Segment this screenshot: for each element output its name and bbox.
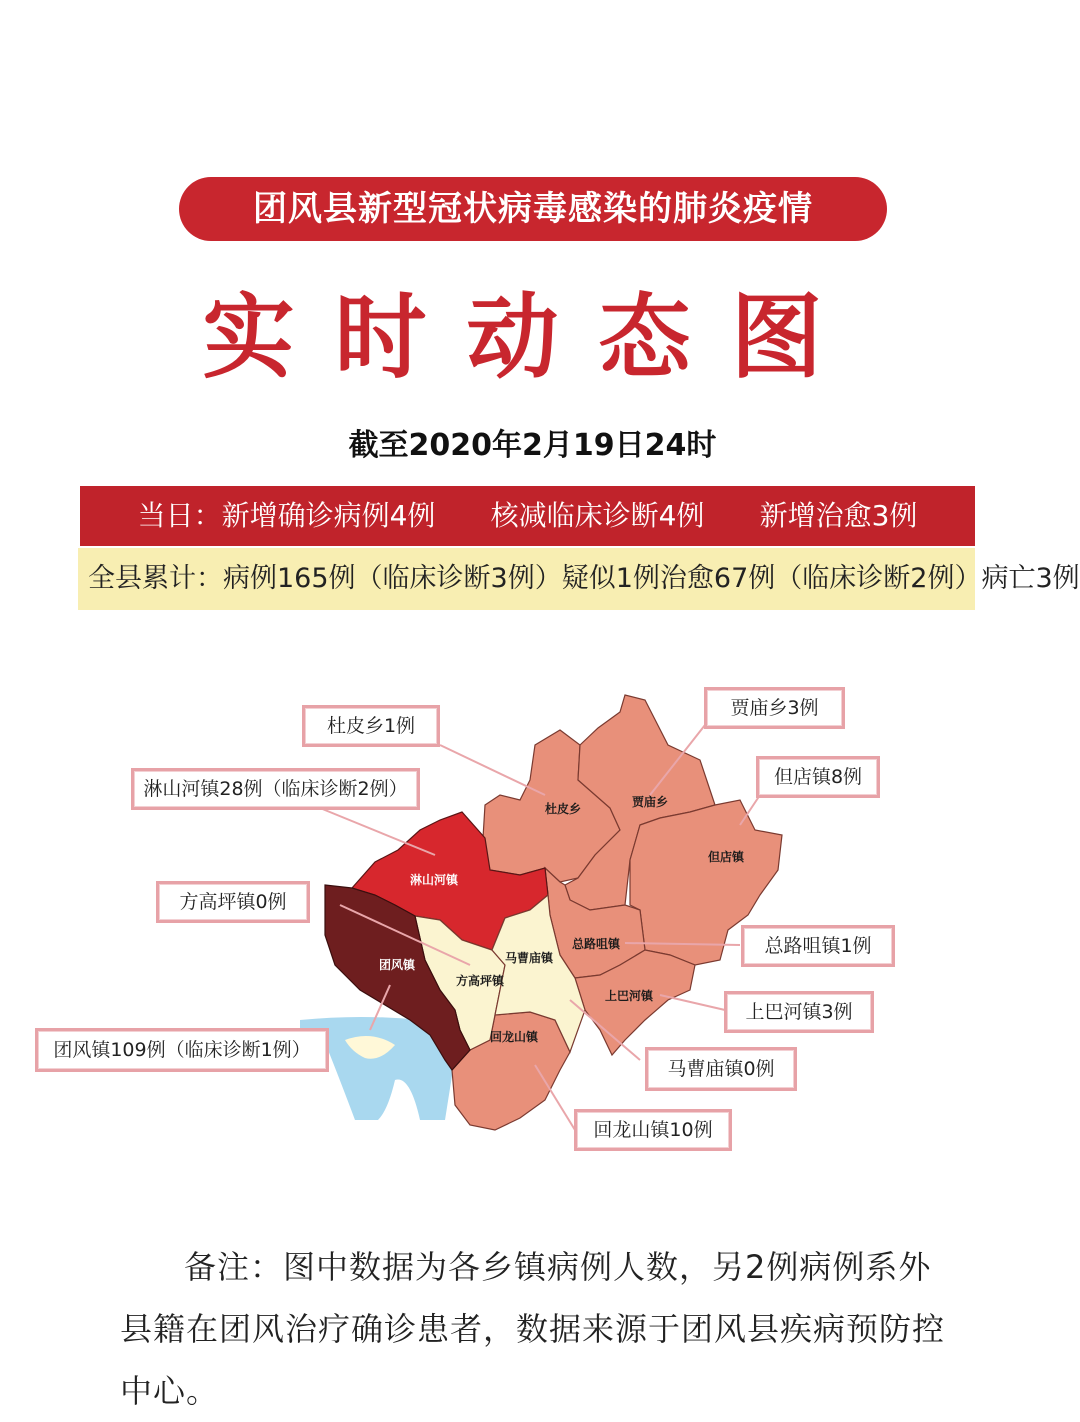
daily-stats-bar bbox=[80, 486, 975, 546]
callout-zongluju: 总路咀镇1例 bbox=[741, 925, 895, 967]
callout-linshanhe: 淋山河镇28例（临床诊断2例） bbox=[131, 768, 420, 810]
map-label-jiamiao: 贾庙乡 bbox=[632, 795, 669, 809]
callout-fanggaoping: 方高坪镇0例 bbox=[156, 881, 310, 923]
title-banner: 团风县新型冠状病毒感染的肺炎疫情 bbox=[179, 177, 887, 241]
map-label-huilongshan: 回龙山镇 bbox=[490, 1030, 539, 1044]
callout-huilongshan: 回龙山镇10例 bbox=[574, 1109, 732, 1151]
map-label-linshanhe: 淋山河镇 bbox=[410, 873, 459, 887]
daily-new-confirmed: 当日：新增确诊病例4例 bbox=[137, 499, 436, 532]
cumulative-cases: 全县累计：病例165例（临床诊断3例） bbox=[88, 563, 562, 594]
map-label-dandian: 但店镇 bbox=[708, 850, 745, 864]
daily-clinical-reduced: 核减临床诊断4例 bbox=[490, 499, 705, 532]
cumulative-deaths: 病亡3例 bbox=[981, 563, 1080, 594]
cumulative-stats-bar bbox=[78, 548, 1080, 610]
callout-dupi: 杜皮乡1例 bbox=[302, 705, 440, 747]
callout-dandian: 但店镇8例 bbox=[756, 756, 880, 798]
callout-macaomiao: 马曹庙镇0例 bbox=[645, 1047, 797, 1091]
map-label-macaomiao: 马曹庙镇 bbox=[505, 951, 554, 965]
map-label-tuanfeng: 团风镇 bbox=[379, 958, 416, 972]
map-label-fanggaoping: 方高坪镇 bbox=[456, 974, 505, 988]
cumulative-suspected: 疑似1例 bbox=[561, 563, 660, 594]
callout-jiamiao: 贾庙乡3例 bbox=[704, 687, 845, 729]
as-of-date: 截至2020年2月19日24时 bbox=[348, 428, 717, 463]
map-label-zongluju: 总路咀镇 bbox=[572, 937, 621, 951]
callout-shangbahe: 上巴河镇3例 bbox=[724, 991, 874, 1033]
page-title: 实时动态图 bbox=[202, 283, 863, 391]
map-label-dupi: 杜皮乡 bbox=[545, 802, 582, 816]
map-label-shangbahe: 上巴河镇 bbox=[605, 989, 654, 1003]
cumulative-cured: 治愈67例（临床诊断2例） bbox=[659, 563, 982, 594]
daily-new-cured: 新增治愈3例 bbox=[759, 499, 918, 532]
callout-tuanfeng: 团风镇109例（临床诊断1例） bbox=[35, 1028, 329, 1072]
footnote: 备注：图中数据为各乡镇病例人数，另2例病例系外县籍在团风治疗确诊患者，数据来源于团风县疾病预防控中心。 bbox=[120, 1248, 946, 1410]
